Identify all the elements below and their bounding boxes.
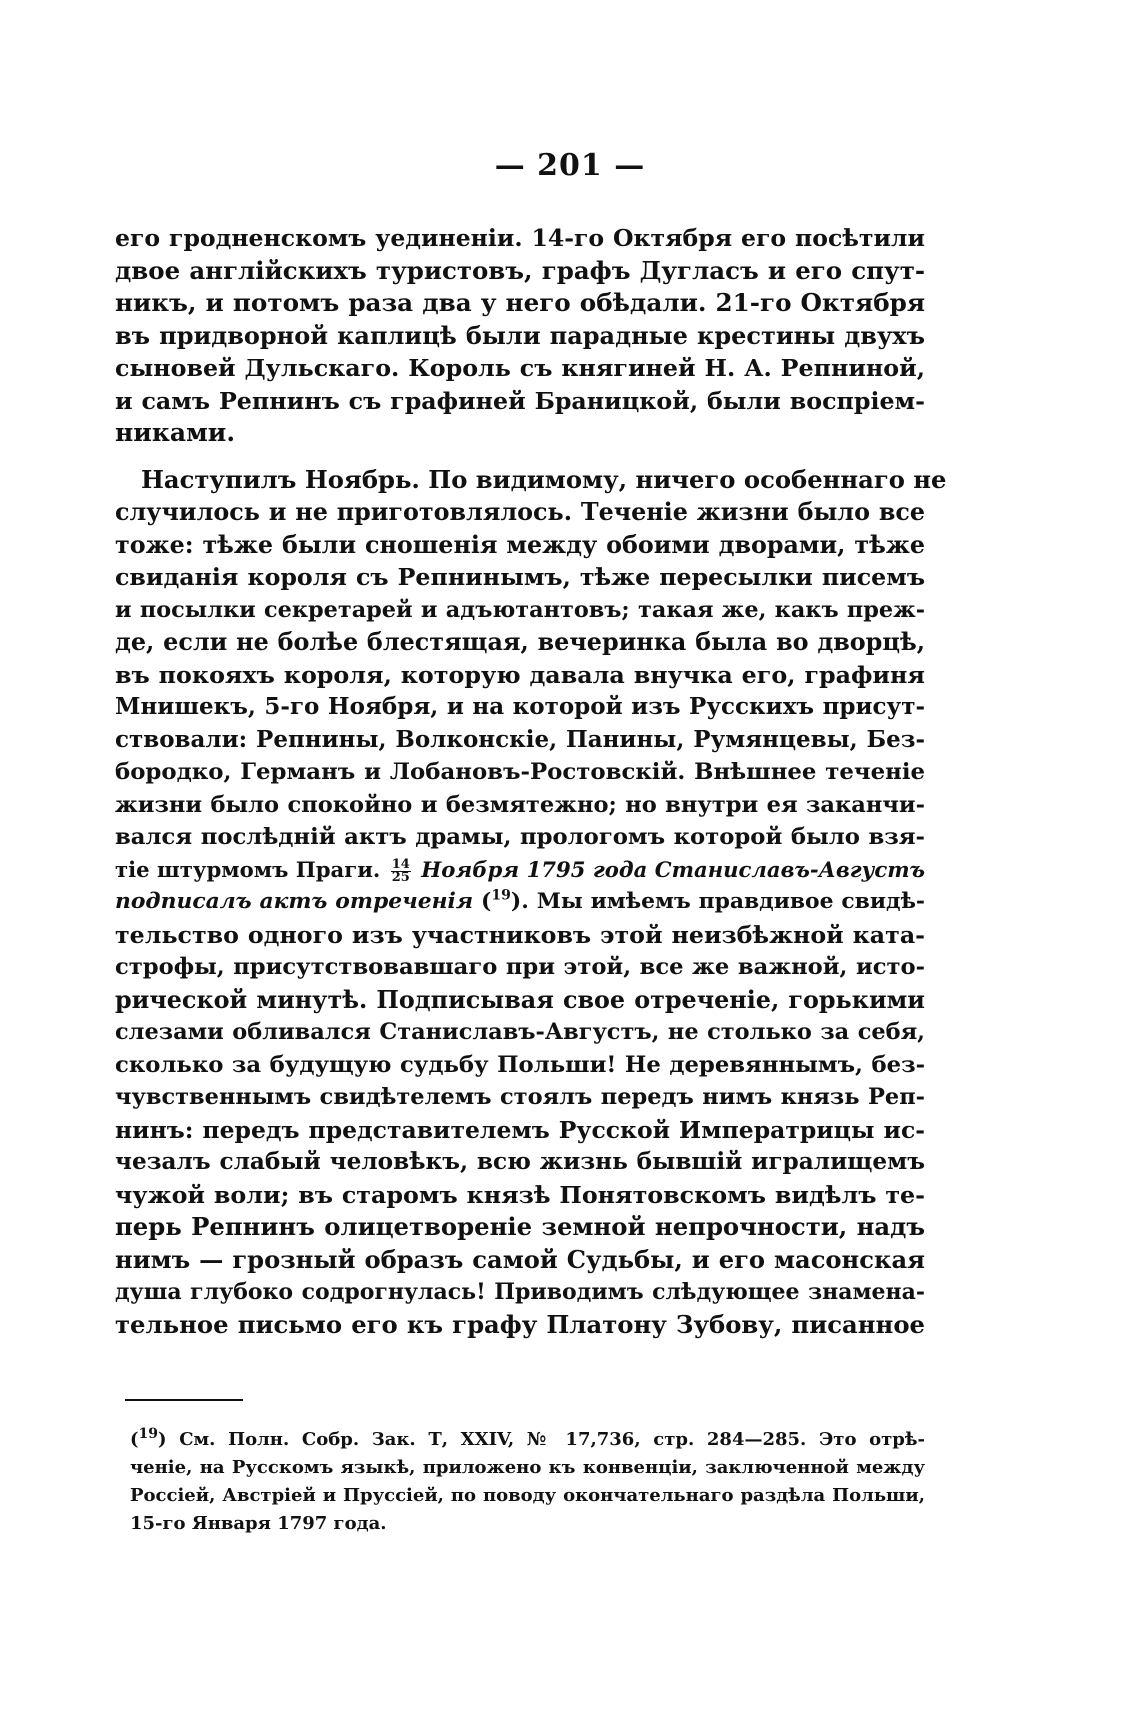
text-line: тельное письмо его къ графу Платону Зубову, писанное <box>115 1309 925 1339</box>
text-line: ствовали: Репнины, Волконскіе, Панины, Румянцевы, Без- <box>115 725 925 753</box>
fraction-denominator: 25 <box>391 869 410 885</box>
footnote-mark: 19 <box>138 1426 159 1442</box>
footnote-open-paren: ( <box>130 1429 139 1450</box>
text-line: въ покояхъ короля, которую давала внучка его, графиня <box>115 660 925 689</box>
footnote-text: ) См. Полн. Собр. Зак. Т, XXIV, № 17,736, стр. 284—285. Это отрѣ- <box>158 1429 925 1450</box>
fraction-numerator: 14 <box>391 856 410 872</box>
text-line-footnote-ref <box>115 886 925 919</box>
text-line: тоже: тѣже были сношенія между обоими дворами, тѣже <box>115 530 925 559</box>
text-line: свиданія короля съ Репнинымъ, тѣже пересылки писемъ <box>115 563 925 591</box>
italic-text: подписалъ актъ отреченія <box>115 889 474 914</box>
text-line: сколько за будущую судьбу Польши! Не деревяннымъ, без- <box>115 1051 925 1078</box>
text-line: чужой воли; въ старомъ князѣ Понятовскомъ видѣлъ те- <box>115 1180 925 1209</box>
footnote-line: ченіе, на Русскомъ языкѣ, приложено къ конвенціи, заключенной между <box>130 1457 925 1478</box>
footnotes <box>130 1426 925 1538</box>
italic-text: Ноября 1795 года Станиславъ-Августъ <box>421 856 925 882</box>
text-line: чезалъ слабый человѣкъ, всю жизнь бывшій игралищемъ <box>115 1148 925 1175</box>
text-line: случилось и не приготовлялось. Теченіе жизни было все <box>115 498 925 526</box>
text-line: его гродненскомъ уединеніи. 14-го Октября его посѣтили <box>115 224 925 252</box>
text-fragment: тіе штурмомъ Праги. <box>115 856 381 882</box>
text-line: перь Репнинъ олицетвореніе земной непрочности, надъ <box>115 1212 925 1241</box>
text-line: никами. <box>115 418 236 447</box>
footnote-line <box>130 1426 925 1454</box>
text-line: бородко, Германъ и Лобановъ-Ростовскій. Внѣшнее теченіе <box>115 759 925 785</box>
text-line: строфы, присутствовавшаго при этой, все же важной, исто- <box>115 954 925 980</box>
text-line: Наступилъ Ноябрь. По видимому, ничего особеннаго не <box>141 464 947 494</box>
text-line-date <box>115 854 925 887</box>
text-line: слезами обливался Станиславъ-Августъ, не столько за себя, <box>115 1019 925 1045</box>
text-line: нимъ — грозный образъ самой Судьбы, и его масонская <box>115 1244 925 1274</box>
date-fraction <box>391 856 411 885</box>
text-line: вался послѣдній актъ драмы, прологомъ которой было взя- <box>115 824 925 850</box>
text-line: и посылки секретарей и адъютантовъ; такая же, какъ преж- <box>115 596 925 623</box>
text-line: де, если не болѣе блестящая, вечеринка была во дворцѣ, <box>115 628 925 656</box>
text-line: рической минутѣ. Подписывая свое отреченіе, горькими <box>115 985 925 1014</box>
text-line: нинъ: передъ представителемъ Русской Императрицы ис- <box>115 1115 925 1144</box>
text-line: душа глубоко содрогнулась! Приводимъ слѣдующее знамена- <box>115 1279 925 1305</box>
text-fragment: ). Мы имѣемъ правдивое свидѣ- <box>510 889 925 914</box>
text-line: и самъ Репнинъ съ графиней Браницкой, были воспріем- <box>115 386 925 415</box>
footnote-line: 15-го Января 1797 года. <box>130 1513 387 1534</box>
text-line: жизни было спокойно и безмятежно; но внутри ея заканчи- <box>115 791 925 818</box>
text-line: сыновей Дульскаго. Король съ княгиней Н. А. Репниной, <box>115 354 925 382</box>
text-line: двое англійскихъ туристовъ, графъ Дугласъ и его спут- <box>115 255 925 285</box>
text-line: никъ, и потомъ раза два у него обѣдали. 21-го Октября <box>115 288 925 317</box>
text-line: Мнишекъ, 5-го Ноября, и на которой изъ Русскихъ присут- <box>115 693 925 720</box>
text-line: въ придворной каплицѣ были парадные крестины двухъ <box>115 320 925 350</box>
footnote-divider <box>125 1399 243 1401</box>
text-line: чувственнымъ свидѣтелемъ стоялъ передъ нимъ князь Реп- <box>115 1084 925 1110</box>
footnote-line: Россіей, Австріей и Пруссіей, по поводу окончательнаго раздѣла Польши, <box>130 1485 925 1506</box>
footnote-ref: 19 <box>491 887 511 904</box>
body-text <box>115 222 947 1341</box>
page-number: — 201 — <box>494 148 646 183</box>
text-fragment: ( <box>473 889 492 914</box>
text-line: тельство одного изъ участниковъ этой неизбѣжной ката- <box>115 920 925 949</box>
